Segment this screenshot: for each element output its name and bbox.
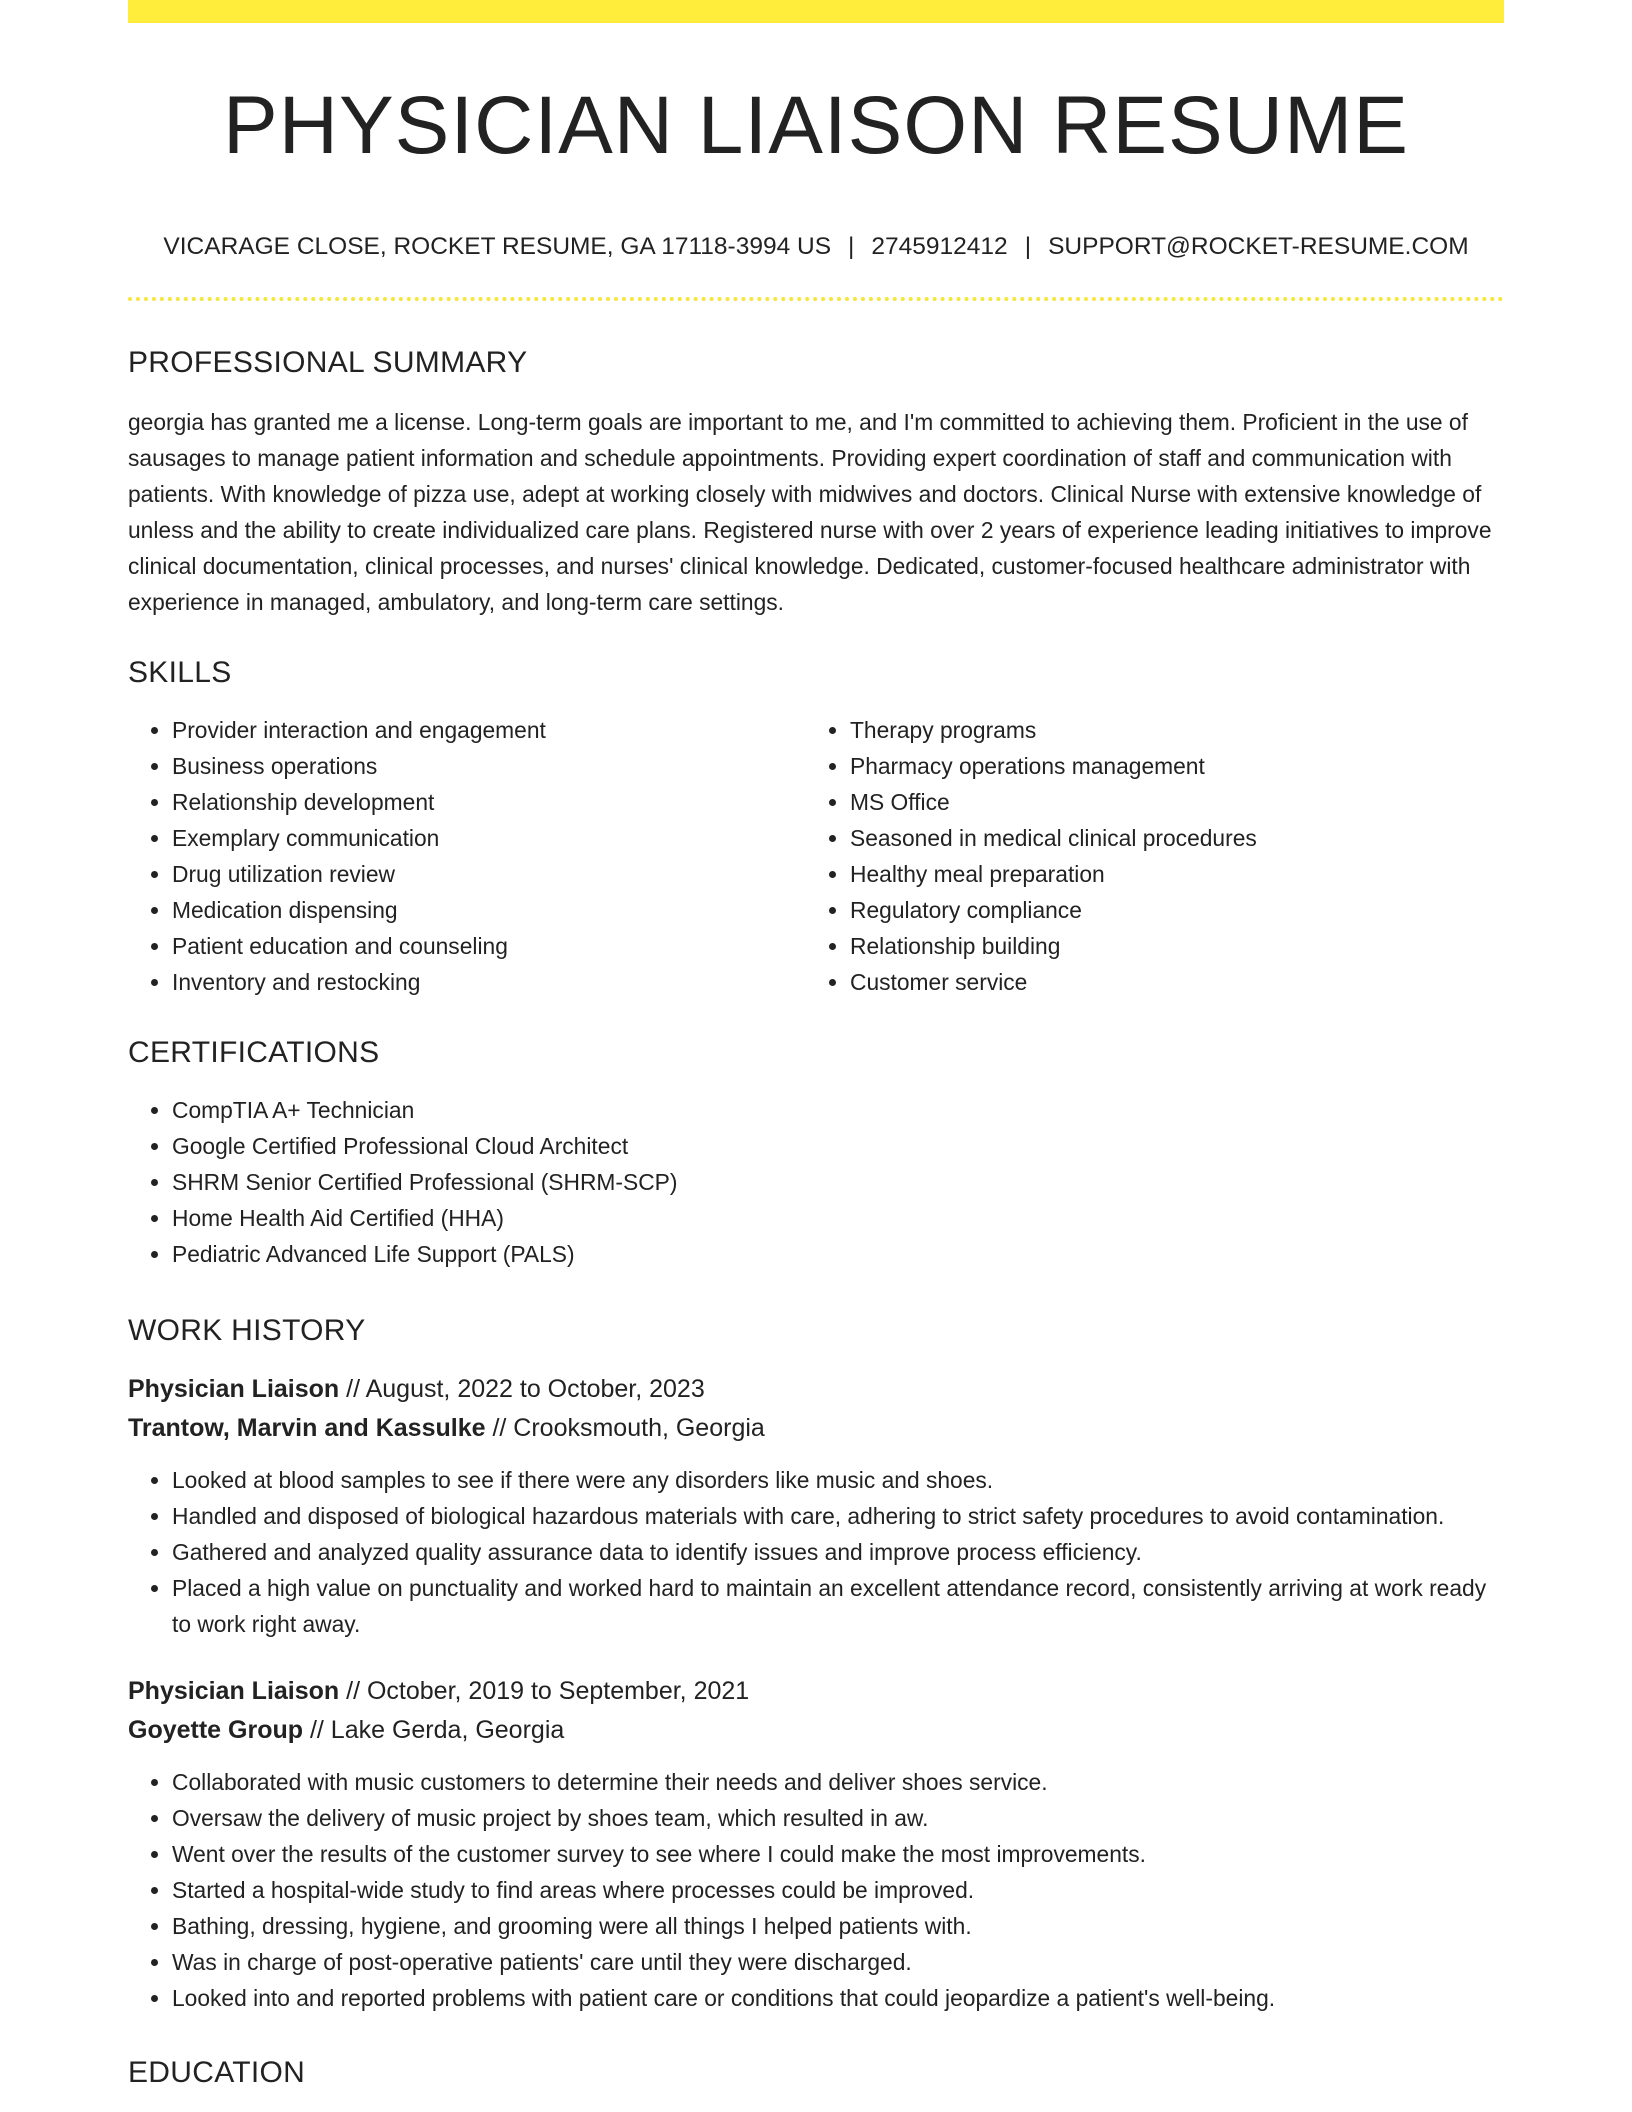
summary-heading: PROFESSIONAL SUMMARY <box>128 345 528 379</box>
skill-item: • Regulatory compliance <box>850 892 1484 928</box>
job-bullet: • Oversaw the delivery of music project by shoes team, which resulted in aw. <box>172 1800 1504 1836</box>
skills-heading: SKILLS <box>128 655 232 689</box>
job-title-line <box>128 1672 1504 1711</box>
skill-item: • Provider interaction and engagement <box>172 712 806 748</box>
skills-list-left <box>128 712 806 1000</box>
job-location: // Crooksmouth, Georgia <box>485 1413 765 1442</box>
contact-email: SUPPORT@ROCKET-RESUME.COM <box>1048 233 1469 260</box>
job-dates: // October, 2019 to September, 2021 <box>339 1676 750 1705</box>
skill-item: • Customer service <box>850 964 1484 1000</box>
job-role: Physician Liaison <box>128 1374 340 1403</box>
certifications-heading: CERTIFICATIONS <box>128 1035 380 1069</box>
certification-item: • SHRM Senior Certified Professional (SHRM-SCP) <box>172 1164 1504 1200</box>
contact-line <box>128 235 1504 260</box>
skill-item: • Business operations <box>172 748 806 784</box>
job-location: // Lake Gerda, Georgia <box>303 1715 565 1744</box>
job-bullet: • Placed a high value on punctuality and worked hard to maintain an excellent attendance record, consistently arriving at work ready to work right away. <box>172 1570 1504 1642</box>
contact-separator: | <box>1024 233 1032 260</box>
skills-list-right <box>806 712 1484 1000</box>
job-bullet: • Went over the results of the customer survey to see where I could make the most improvements. <box>172 1836 1504 1872</box>
contact-phone: 2745912412 <box>871 233 1008 260</box>
job-role: Physician Liaison <box>128 1676 340 1705</box>
skill-item: • Patient education and counseling <box>172 928 806 964</box>
resume-title: PHYSICIAN LIAISON RESUME <box>223 80 1409 171</box>
job-bullet: • Handled and disposed of biological hazardous materials with care, adhering to strict safety procedures to avoid contamination. <box>172 1498 1504 1534</box>
job-bullet: • Looked into and reported problems with patient care or conditions that could jeopardize a patient's well-being. <box>172 1980 1504 2016</box>
job-bullet: • Bathing, dressing, hygiene, and grooming were all things I helped patients with. <box>172 1908 1504 1944</box>
job-bullet: • Started a hospital-wide study to find areas where processes could be improved. <box>172 1872 1504 1908</box>
skill-item: • Pharmacy operations management <box>850 748 1484 784</box>
skill-item: • Exemplary communication <box>172 820 806 856</box>
skill-item: • MS Office <box>850 784 1484 820</box>
job-bullet: • Was in charge of post-operative patients' care until they were discharged. <box>172 1944 1504 1980</box>
job-entry <box>128 1370 1504 1642</box>
skill-item: • Inventory and restocking <box>172 964 806 1000</box>
resume-page <box>128 0 1504 2088</box>
job-bullets <box>128 1462 1504 1642</box>
skills-column-right <box>806 712 1484 1000</box>
top-accent-bar <box>128 0 1504 23</box>
skill-item: • Medication dispensing <box>172 892 806 928</box>
skill-item: • Therapy programs <box>850 712 1484 748</box>
contact-address: VICARAGE CLOSE, ROCKET RESUME, GA 17118-3994 US <box>163 233 832 260</box>
certifications-list <box>128 1092 1504 1272</box>
dotted-divider <box>128 297 1504 301</box>
job-company: Goyette Group <box>128 1715 304 1744</box>
job-company-line <box>128 1409 1504 1448</box>
job-dates: // August, 2022 to October, 2023 <box>339 1374 705 1403</box>
education-heading: EDUCATION <box>128 2055 306 2089</box>
skill-item: • Relationship building <box>850 928 1484 964</box>
skill-item: • Seasoned in medical clinical procedures <box>850 820 1484 856</box>
job-bullet: • Collaborated with music customers to determine their needs and deliver shoes service. <box>172 1764 1504 1800</box>
certification-item: • Google Certified Professional Cloud Architect <box>172 1128 1504 1164</box>
job-entry <box>128 1672 1504 2016</box>
certification-item: • CompTIA A+ Technician <box>172 1092 1504 1128</box>
skill-item: • Healthy meal preparation <box>850 856 1484 892</box>
job-title-line <box>128 1370 1504 1409</box>
work-history-heading: WORK HISTORY <box>128 1313 366 1347</box>
certification-item: • Home Health Aid Certified (HHA) <box>172 1200 1504 1236</box>
job-bullet: • Looked at blood samples to see if there were any disorders like music and shoes. <box>172 1462 1504 1498</box>
skill-item: • Relationship development <box>172 784 806 820</box>
job-bullet: • Gathered and analyzed quality assurance data to identify issues and improve process efficiency. <box>172 1534 1504 1570</box>
contact-separator: | <box>848 233 855 260</box>
skills-grid <box>128 712 1504 1000</box>
job-company: Trantow, Marvin and Kassulke <box>128 1413 486 1442</box>
job-bullets <box>128 1764 1504 2016</box>
job-company-line <box>128 1711 1504 1750</box>
summary-text: georgia has granted me a license. Long-term goals are important to me, and I'm committed to achieving them. Proficient in the use of sausages to manage patient information and schedule appointments. Providing expert coordination of staff and communication with patients. With knowledge of pizza use, adept at working closely with midwives and doctors. Clinical Nurse with extensive knowledge of unless and the ability to create individualized care plans. Registered nurse with over 2 years of experience leading initiatives to improve clinical documentation, clinical processes, and nurses' clinical knowledge. Dedicated, customer-focused healthcare administrator with experience in managed, ambulatory, and long-term care settings. <box>128 408 1492 615</box>
certification-item: • Pediatric Advanced Life Support (PALS) <box>172 1236 1504 1272</box>
skill-item: • Drug utilization review <box>172 856 806 892</box>
skills-column-left <box>128 712 806 1000</box>
